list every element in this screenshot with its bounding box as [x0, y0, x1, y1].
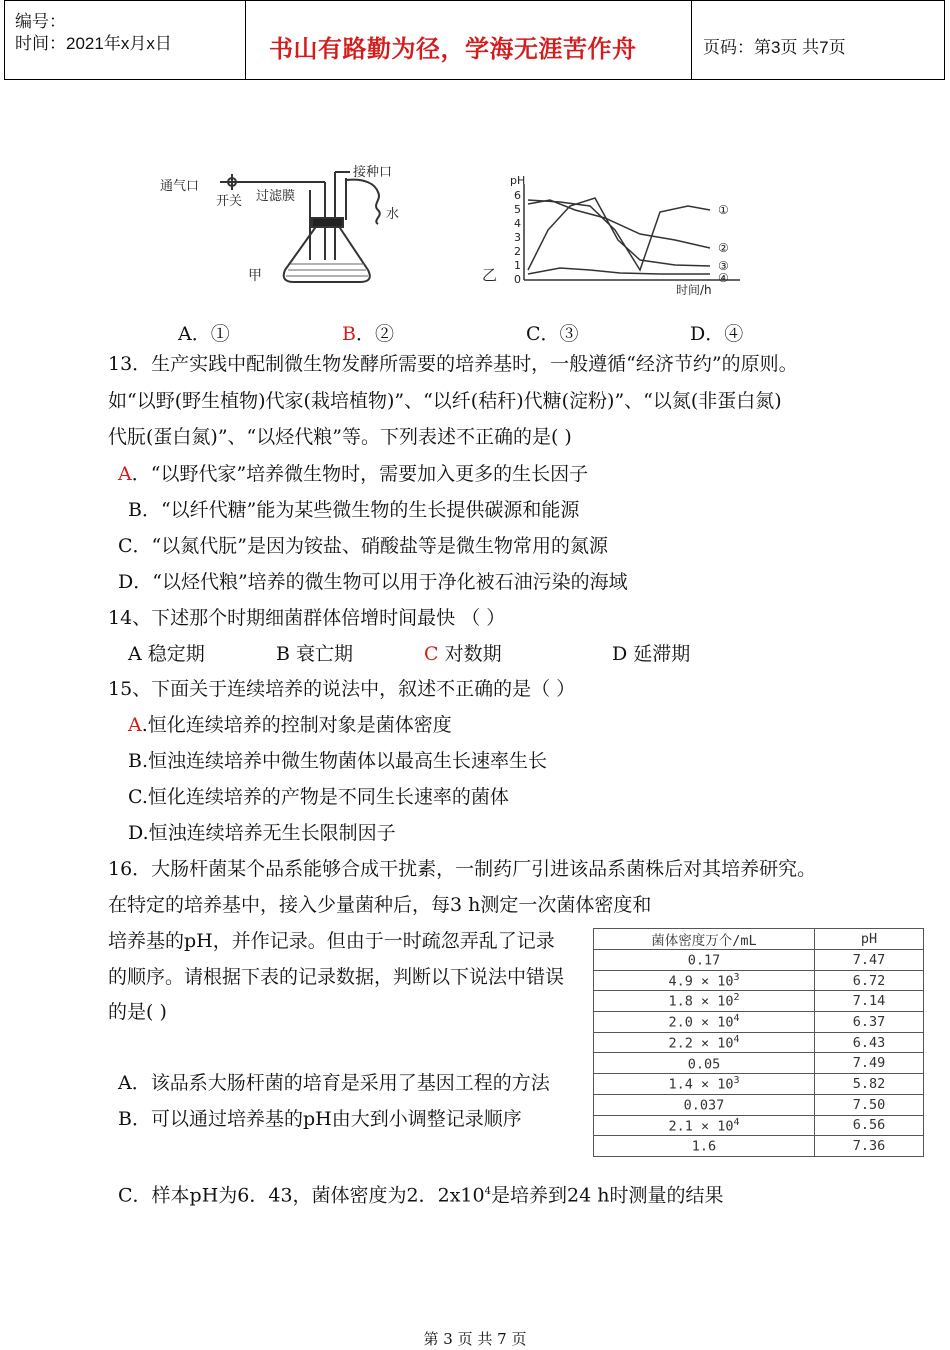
x-axis-label: 时间/h — [676, 283, 712, 297]
q16-option-a: A．该品系大肠杆菌的培育是采用了基因工程的方法 — [118, 1072, 550, 1094]
inlet-label: 通气口 — [160, 179, 200, 194]
curve-3 — [528, 198, 710, 270]
q12-option-b: B．② — [342, 323, 394, 345]
apparatus-figure — [150, 160, 440, 290]
page-footer: 第 3 页 共 7 页 — [423, 1330, 527, 1348]
q15-option-c: C.恒化连续培养的产物是不同生长速率的菌体 — [128, 786, 509, 808]
table-row: $2.0 \times 10^4$ 6.37 — [594, 1012, 924, 1033]
table-header-ph: pH — [815, 929, 924, 950]
y-tick: 2 — [514, 245, 521, 258]
q14-option-b: B 衰亡期 — [276, 643, 354, 665]
table-row: 0.17 7.47 — [594, 950, 924, 971]
time-label: 时间：2021年x月x日 — [15, 34, 172, 53]
stopper — [312, 218, 343, 227]
table-row: $2.2 \times 10^4$ 6.43 — [594, 1032, 924, 1053]
filter-label: 过滤膜 — [256, 189, 296, 204]
q16-line-5: 的是( ) — [108, 1001, 167, 1023]
curve-1 — [528, 200, 710, 270]
q16-option-c: C．样本pH为6．43，菌体密度为2．$2x10^4$是培养到24 h时测量的结果 — [118, 1184, 724, 1207]
y-tick: 1 — [514, 259, 521, 272]
q16-line-1: 16．大肠杆菌某个品系能够合成干扰素，一制药厂引进该品系菌株后对其培养研究。 — [108, 858, 817, 880]
q14-option-a: A 稳定期 — [128, 643, 205, 665]
curve-label: ③ — [718, 259, 729, 273]
y-tick: 6 — [514, 189, 521, 202]
q13-line-3: 代朊(蛋白氮)”、“以烃代粮”等。下列表述不正确的是( ) — [108, 426, 572, 448]
table-header-density: 菌体密度万个/mL — [594, 929, 815, 950]
table-row: $1.8 \times 10^2$ 7.14 — [594, 991, 924, 1012]
coil-tube — [346, 180, 380, 224]
q15-option-d: D.恒浊连续培养无生长限制因子 — [128, 822, 396, 844]
q12-option-a: A．① — [178, 323, 230, 345]
q14-stem: 14、下述那个时期细菌群体倍增时间最快 （ ） — [108, 607, 506, 629]
q12-option-c: C．③ — [526, 323, 579, 345]
table-row: 1.6 7.36 — [594, 1136, 924, 1157]
curve-label: ④ — [718, 271, 729, 285]
q14-option-c: C 对数期 — [424, 643, 502, 665]
q16-line-2: 在特定的培养基中，接入少量菌种后，每3 h测定一次菌体密度和 — [108, 894, 652, 916]
q13-line-1: 13．生产实践中配制微生物发酵所需要的培养基时，一般遵循“经济节约”的原则。 — [108, 353, 798, 375]
q12-option-d: D．④ — [690, 323, 744, 345]
q13-option-d: D．“以烃代粮”培养的微生物可以用于净化被石油污染的海域 — [118, 571, 628, 593]
port-label: 接种口 — [353, 165, 393, 180]
table-row: $2.1 \times 10^4$ 6.56 — [594, 1115, 924, 1136]
figure-right-label: 乙 — [482, 266, 498, 284]
y-axis-label: pH — [510, 174, 526, 187]
y-tick: 4 — [514, 217, 521, 230]
table-row: 0.05 7.49 — [594, 1053, 924, 1074]
curve-label: ① — [718, 203, 729, 217]
curve-label: ② — [718, 241, 729, 255]
header-page-label: 页码：第3页 共7页 — [703, 38, 846, 57]
q16-line-4: 的顺序。请根据下表的记录数据，判断以下说法中错误 — [108, 966, 565, 988]
q15-option-b: B.恒浊连续培养中微生物菌体以最高生长速率生长 — [128, 750, 548, 772]
header-left-cell — [5, 1, 246, 79]
density-ph-table — [593, 928, 924, 1157]
q13-option-a: A．“以野代家”培养微生物时，需要加入更多的生长因子 — [118, 463, 589, 485]
q13-option-c: C．“以氮代朊”是因为铵盐、硝酸盐等是微生物常用的氮源 — [118, 535, 608, 557]
water-label: 水 — [386, 207, 400, 222]
y-tick: 5 — [514, 203, 521, 216]
q15-stem: 15、下面关于连续培养的说法中，叙述不正确的是（ ） — [108, 678, 576, 700]
table-header-row — [594, 929, 924, 950]
q16-line-3: 培养基的pH，并作记录。但由于一时疏忽弄乱了记录 — [108, 930, 555, 952]
figure-left-label: 甲 — [248, 268, 262, 284]
header-motto: 书山有路勤为径，学海无涯苦作舟 — [269, 34, 637, 63]
table-row: $1.4 \times 10^3$ 5.82 — [594, 1074, 924, 1095]
q14-option-d: D 延滞期 — [612, 643, 691, 665]
valve-label: 开关 — [216, 194, 243, 209]
q15-option-a: A.恒化连续培养的控制对象是菌体密度 — [128, 714, 452, 736]
y-tick: 3 — [514, 231, 521, 244]
q16-option-b: B．可以通过培养基的pH由大到小调整记录顺序 — [118, 1108, 522, 1130]
q13-line-2: 如“以野(野生植物)代家(栽培植物)”、“以纤(秸秆)代糖(淀粉)”、“以氮(非蛋白氮) — [108, 390, 782, 412]
page-header — [4, 0, 945, 80]
table-row: 0.037 7.50 — [594, 1094, 924, 1115]
table-row: $4.9 \times 10^3$ 6.72 — [594, 970, 924, 991]
header-motto-cell — [245, 1, 692, 79]
ph-graph — [480, 170, 770, 300]
number-label: 编号： — [15, 12, 66, 31]
q13-option-b: B．“以纤代糖”能为某些微生物的生长提供碳源和能源 — [128, 499, 580, 521]
header-page-cell — [691, 1, 944, 79]
curve-4 — [528, 268, 710, 274]
y-tick: 0 — [514, 273, 521, 286]
